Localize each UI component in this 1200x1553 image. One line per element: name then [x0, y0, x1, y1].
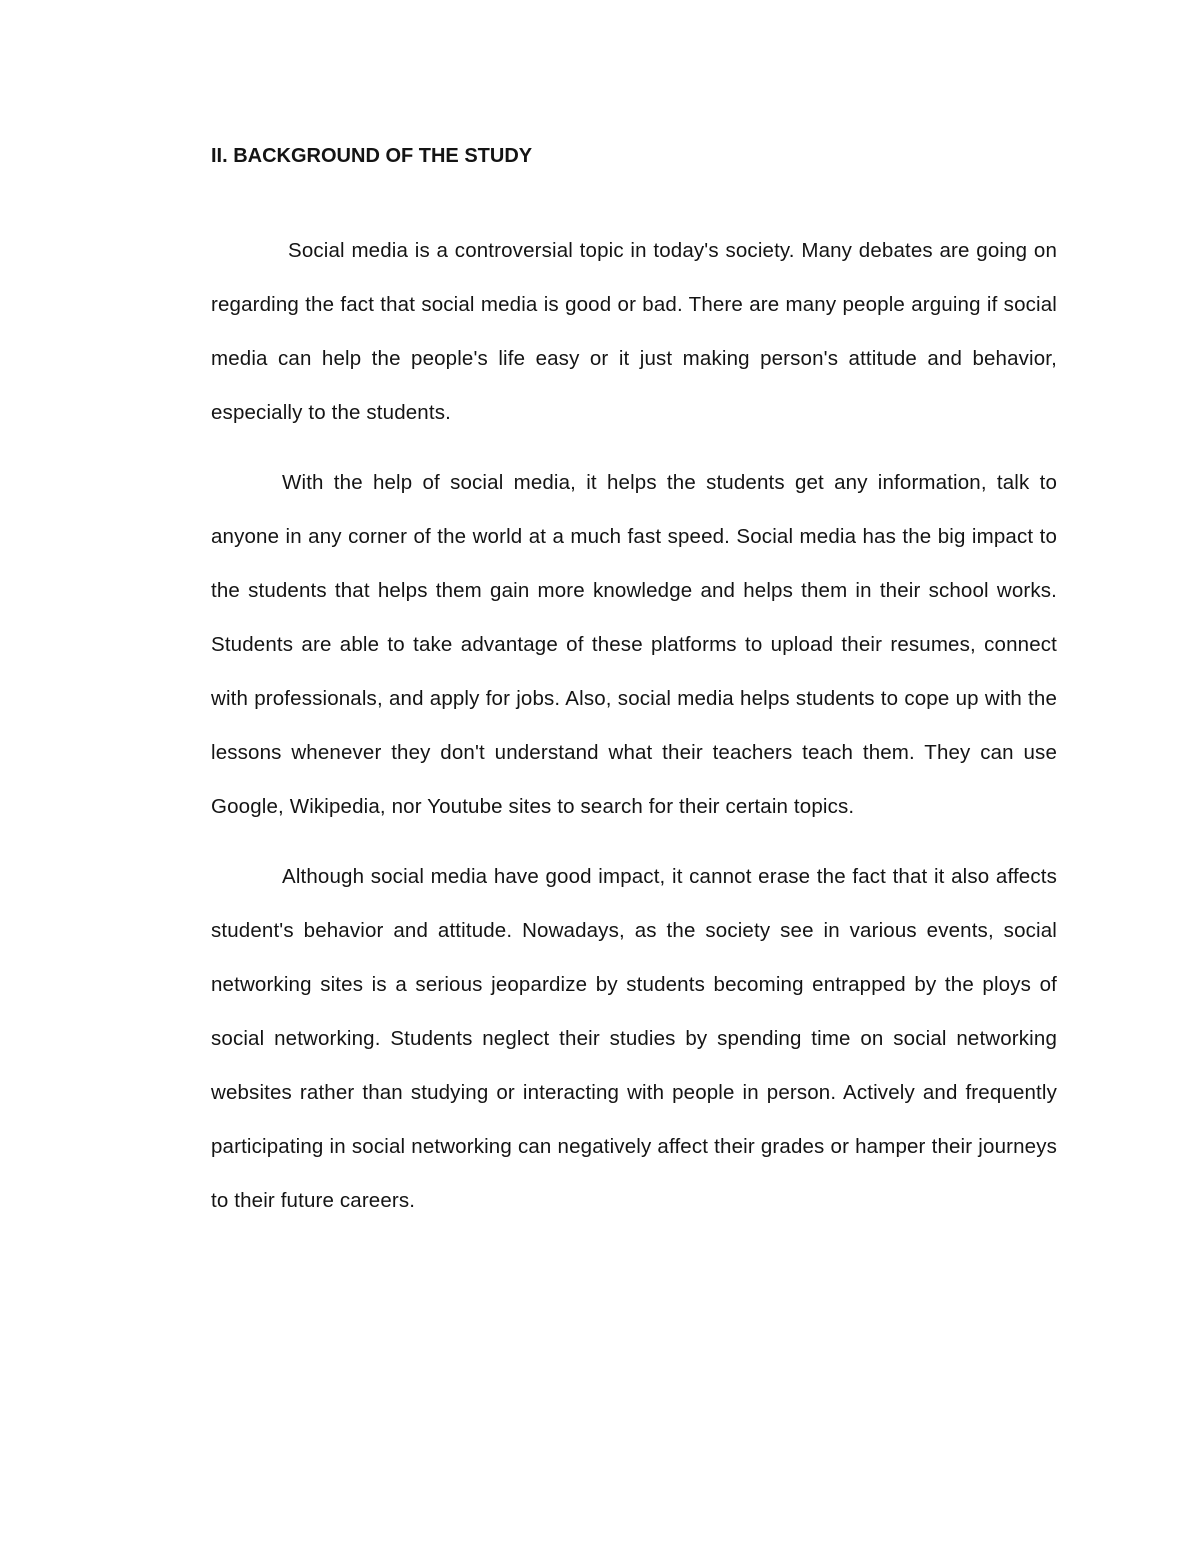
paragraph-benefits: With the help of social media, it helps the students get any information, talk to anyone in any corner of the world at a much fast speed. Social media has the big impact to the students that helps them gain more knowledge and helps them in their school works. Students are able to take advantage of these platforms to upload their resumes, connect with professionals, and apply for jobs. Also, social media helps students to cope up with the lessons whenever they don't understand what their teachers teach them. They can use Google, Wikipedia, nor Youtube sites to search for their certain topics.: [211, 471, 1057, 818]
document-body: [211, 138, 1057, 1244]
paragraph-drawbacks: Although social media have good impact, it cannot erase the fact that it also affects student's behavior and attitude. Nowadays, as the society see in various events, social networking sites is a serious jeopardize by students becoming entrapped by the ploys of social networking. Students neglect their studies by spending time on social networking websites rather than studying or interacting with people in person. Actively and frequently participating in social networking can negatively affect their grades or hamper their journeys to their future careers.: [211, 865, 1057, 1212]
section-heading: II. BACKGROUND OF THE STUDY: [211, 145, 533, 167]
paragraph-intro: Social media is a controversial topic in today's society. Many debates are going on regarding the fact that social media is good or bad. There are many people arguing if social media can help the people's life easy or it just making person's attitude and behavior, especially to the students.: [211, 239, 1057, 424]
